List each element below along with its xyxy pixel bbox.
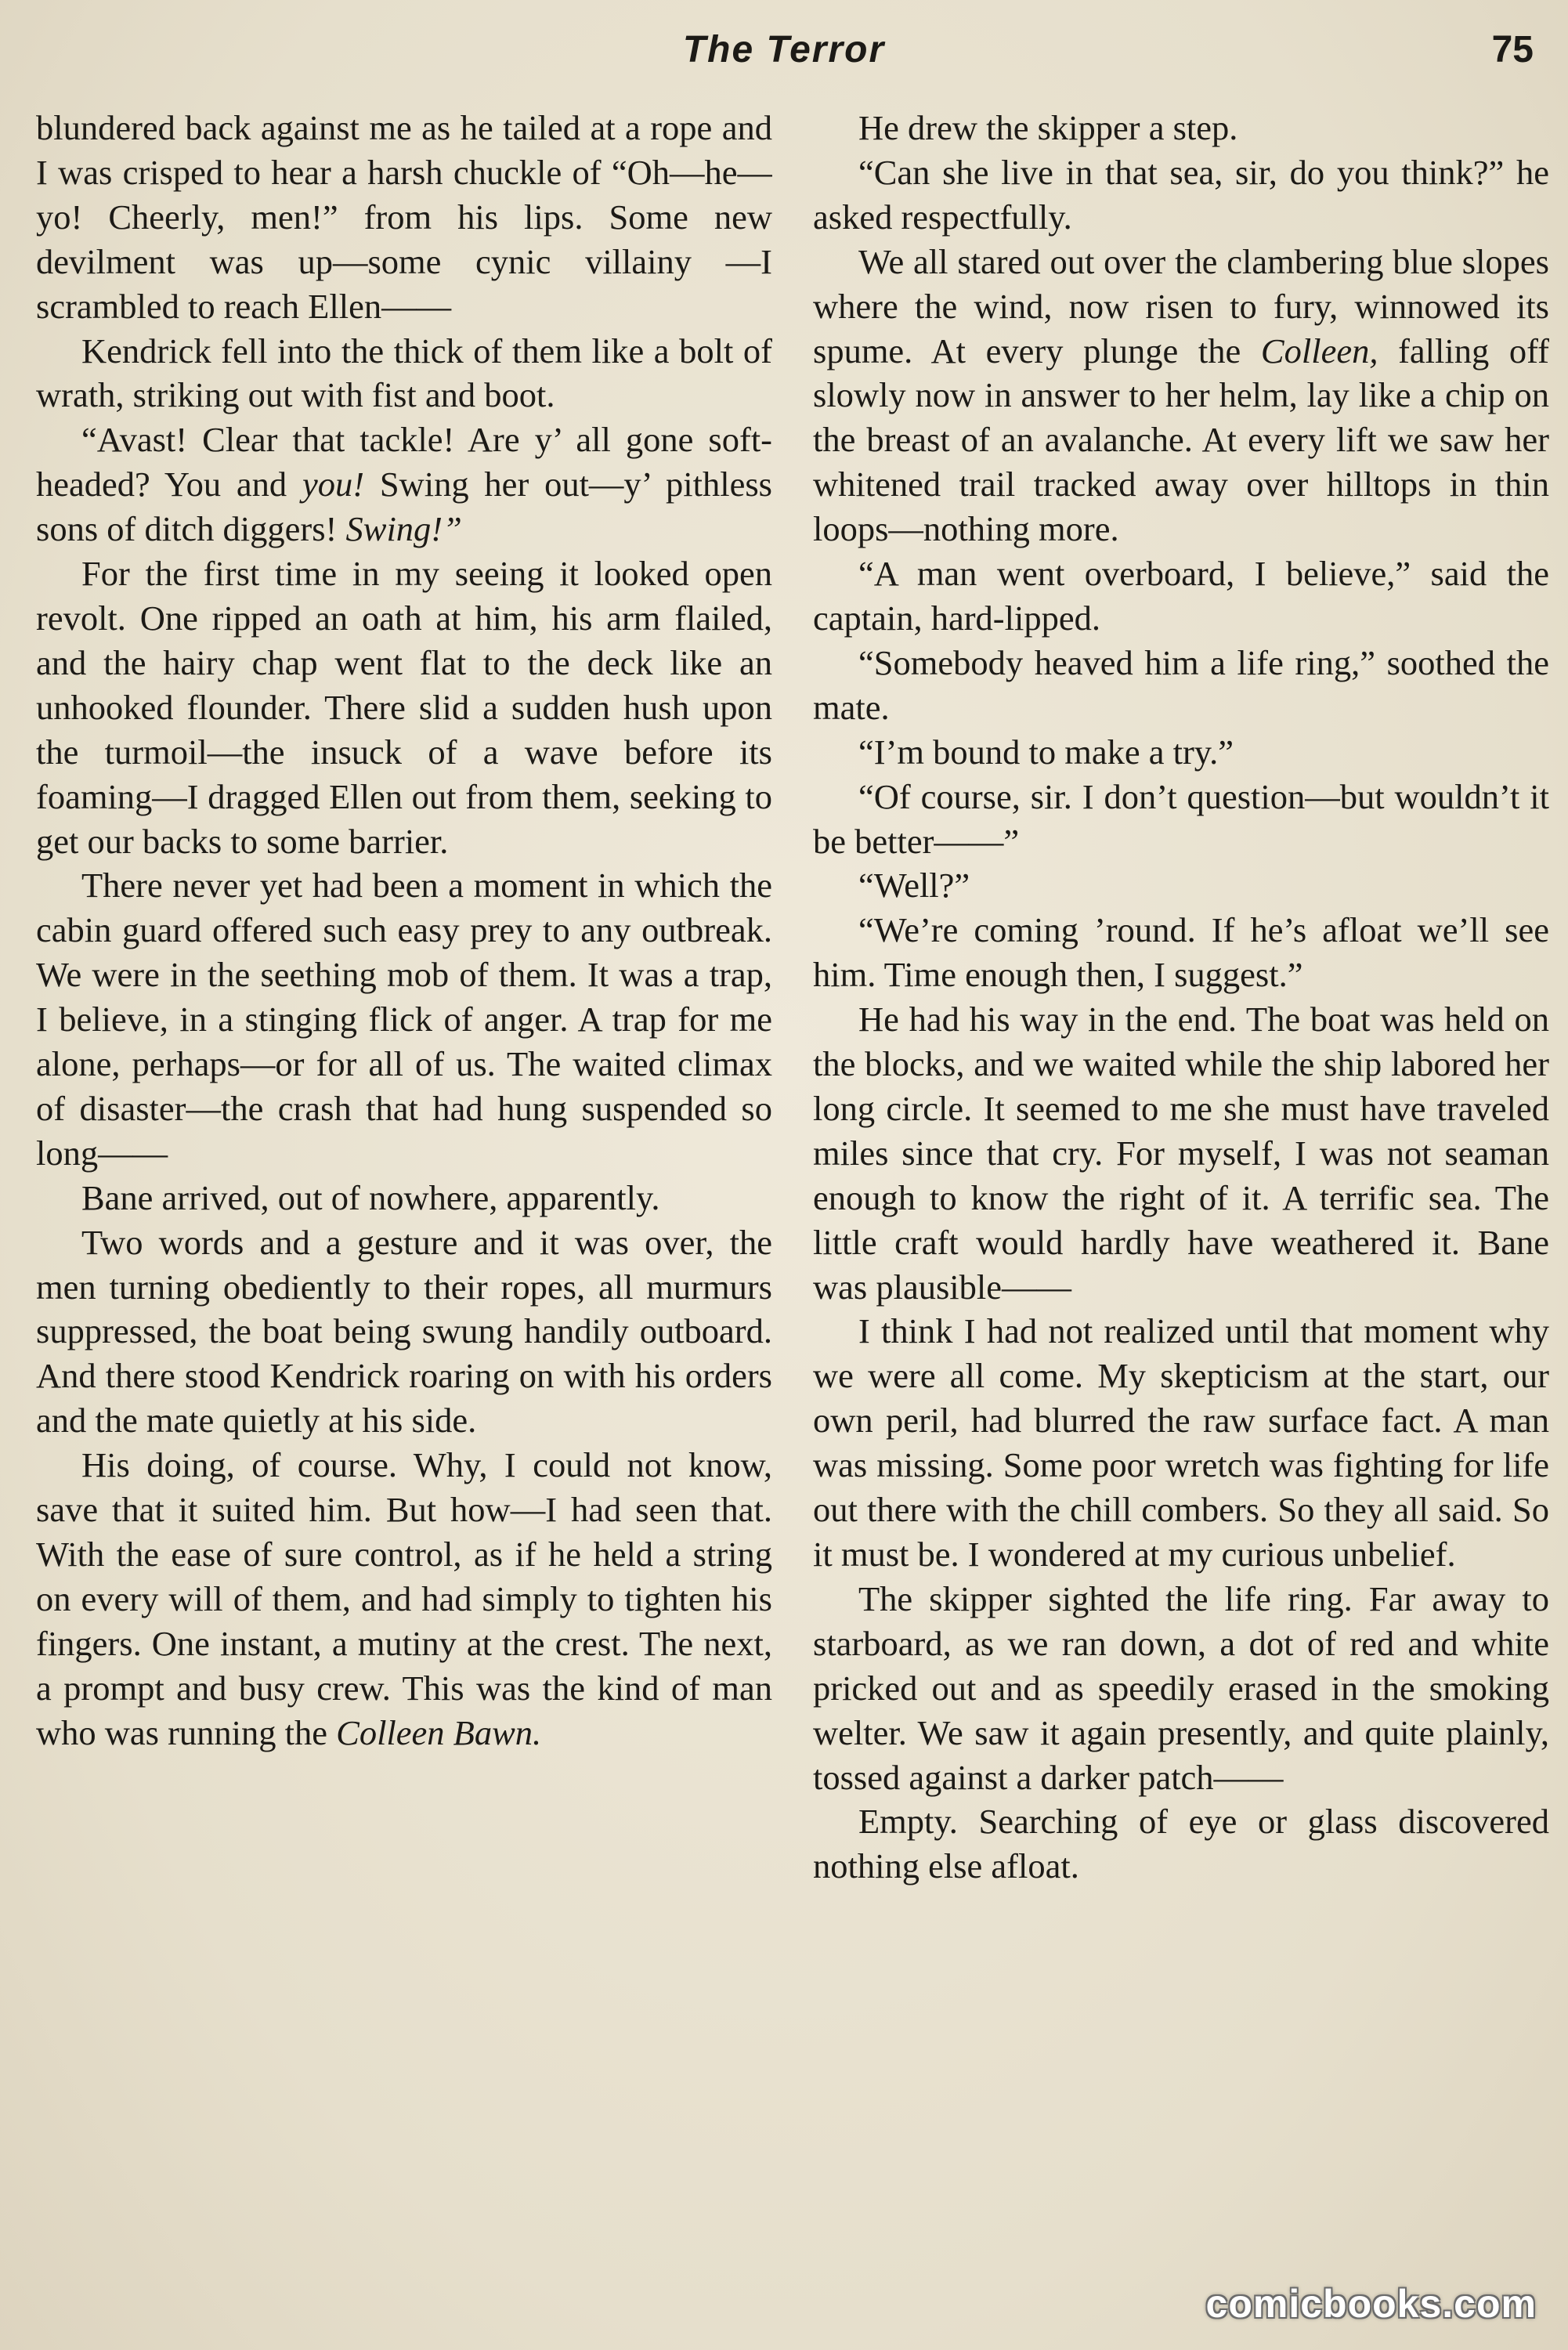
paragraph: blundered back against me as he tailed at a rope and I was crisped to hear a harsh chuckle of “Oh—he—yo! Cheerly, men!” from his lips. Some new devilment was up—some cynic villainy —I scrambled to reach Ellen—— <box>36 108 772 326</box>
italic-text: Colleen Bawn. <box>336 1712 542 1752</box>
paragraph <box>813 240 1549 551</box>
paragraph <box>36 1443 772 1755</box>
paragraph: There never yet had been a moment in which the cabin guard offered such easy prey to any outbreak. We were in the seething mob of them. It was a trap, I believe, in a stinging flick of anger. A trap for me alone, perhaps—or for all of us. The waited climax of disaster—the crash that had hung suspended so long—— <box>36 866 772 1173</box>
paragraph: “Of course, sir. I don’t question—but wouldn’t it be better——” <box>813 776 1549 861</box>
paragraph: “Can she live in that sea, sir, do you think?” he asked respectfully. <box>813 152 1549 237</box>
italic-text: Swing!” <box>345 509 462 549</box>
text-run: “Avast! Clear that tackle! Are y’ all gone soft-headed? You and <box>36 420 772 504</box>
italic-text: Colleen, <box>1260 331 1378 371</box>
paragraph: Two words and a gesture and it was over, the men turning obediently to their ropes, all murmurs suppressed, the boat being swung handily outboard. And there stood Kendrick roaring on with his orders and the mate quietly at his side. <box>36 1222 772 1441</box>
paragraph: Kendrick fell into the thick of them like a bolt of wrath, striking out with fist and boot. <box>36 331 772 415</box>
italic-text: you! <box>302 465 365 504</box>
text-run: falling off slowly now in answer to her helm, lay like a chip on the breast of an avalanche. At every lift we saw her whitened trail tracked away over hilltops in thin loops—nothing more. <box>813 331 1549 549</box>
right-text-column <box>813 106 1549 2323</box>
paragraph: For the first time in my seeing it looked open revolt. One ripped an oath at him, his arm flailed, and the hairy chap went flat to the deck like an unhooked flounder. There slid a sudden hush upon the turmoil—the insuck of a wave before its foaming—I dragged Ellen out from them, seeking to get our backs to some barrier. <box>36 554 772 861</box>
page-number: 75 <box>1491 29 1534 70</box>
site-watermark: comicbooks.com <box>1205 2282 1537 2326</box>
left-text-column <box>36 106 772 2323</box>
paragraph: He drew the skipper a step. <box>858 108 1238 147</box>
paragraph: “Somebody heaved him a life ring,” soothed the mate. <box>813 642 1549 727</box>
paragraph: He had his way in the end. The boat was held on the blocks, and we waited while the ship labored her long circle. It seemed to me she must have traveled miles since that cry. For myself, I was not seaman enough to know the right of it. A terrific sea. The little craft would hardly have weathered it. Bane was plausible—— <box>813 1000 1549 1307</box>
paragraph: Empty. Searching of eye or glass discovered nothing else afloat. <box>813 1802 1549 1886</box>
running-header <box>0 28 1568 75</box>
paragraph: “A man went overboard, I believe,” said the captain, hard-lipped. <box>813 554 1549 638</box>
story-title: The Terror <box>682 29 886 70</box>
paragraph: “Well?” <box>858 866 970 906</box>
paragraph <box>36 418 772 551</box>
text-run: We all stared out over the clambering blue slopes where the wind, now risen to fury, winnowed its spume. At every plunge the <box>813 241 1549 371</box>
paragraph: I think I had not realized until that moment why we were all come. My skepticism at the start, our own peril, had blurred the raw surface fact. A man was missing. Some poor wretch was fighting for life out there with the chill combers. So they all said. So it must be. I wondered at my curious unbelief. <box>813 1311 1549 1574</box>
text-run: Swing her out—y’ pithless sons of ditch diggers! <box>36 465 772 549</box>
paragraph: “We’re coming ’round. If he’s afloat we’ll see him. Time enough then, I suggest.” <box>813 910 1549 995</box>
paragraph: Bane arrived, out of nowhere, apparently. <box>81 1177 660 1217</box>
paragraph: The skipper sighted the life ring. Far away to starboard, as we ran down, a dot of red and white pricked out and as speedily erased in the smoking welter. We saw it again presently, and quite plainly, tossed against a darker patch—— <box>813 1578 1549 1797</box>
text-run: His doing, of course. Why, I could not know, save that it suited him. But how—I had seen that. With the ease of sure control, as if he held a string on every will of them, and had simply to tighten his fingers. One instant, a mutiny at the crest. The next, a prompt and busy crew. This was the kind of man who was running the <box>36 1445 772 1752</box>
paragraph: “I’m bound to make a try.” <box>858 732 1234 772</box>
